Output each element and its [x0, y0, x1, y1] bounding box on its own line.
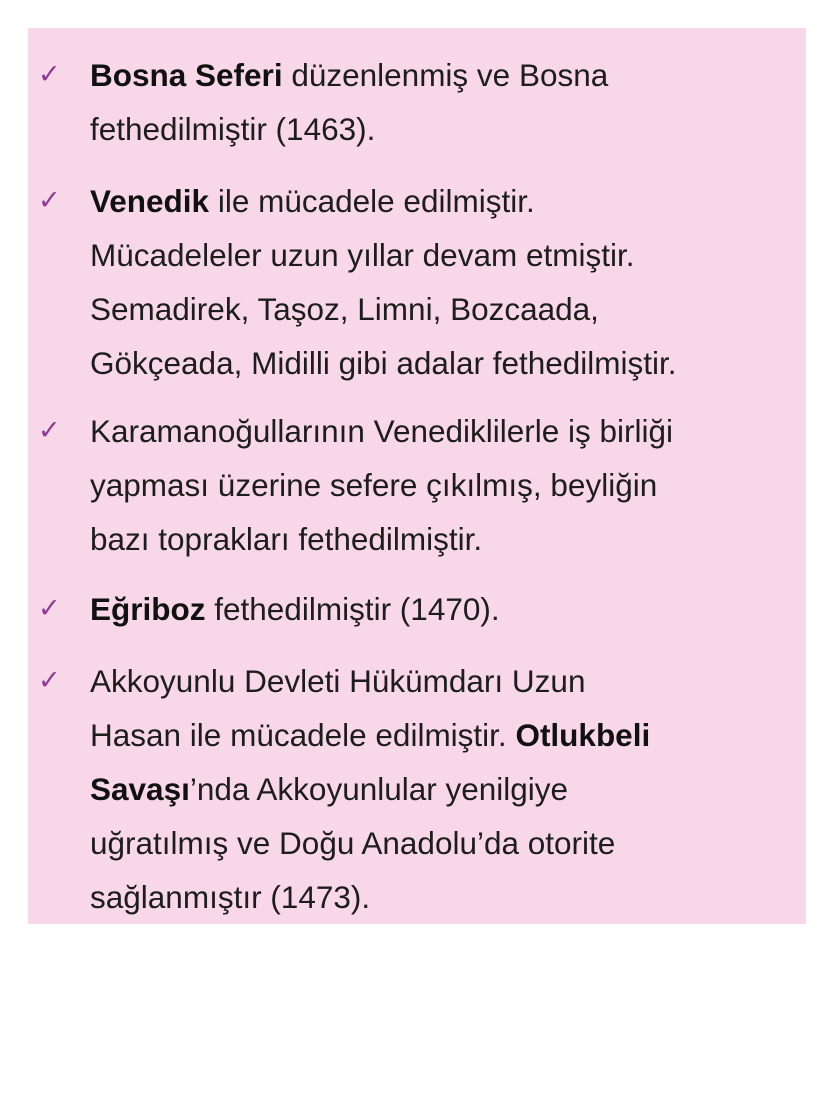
- bold-term: Venedik: [90, 183, 210, 219]
- list-item-text: Eğriboz fethedilmiştir (1470).: [90, 591, 500, 627]
- check-icon: ✓: [38, 185, 61, 216]
- list-item-text: Bosna Seferi düzenlenmiş ve Bosna fethedilmiştir (1463).: [90, 57, 609, 147]
- check-icon: ✓: [38, 59, 61, 90]
- content-panel: [28, 28, 806, 924]
- check-icon: ✓: [38, 593, 61, 624]
- list-item-text: Venedik ile mücadele edilmiştir. Mücadeleler uzun yıllar devam etmiştir. Semadirek, Taşoz, Limni, Bozcaada, Gökçeada, Midilli gibi adalar fethedilmiştir.: [90, 183, 677, 381]
- check-icon: ✓: [38, 415, 61, 446]
- check-icon: ✓: [38, 665, 61, 696]
- list-item-text: Karamanoğullarının Venediklilerle iş birliği yapması üzerine sefere çıkılmış, beyliğin bazı toprakları fethedilmiştir.: [90, 413, 674, 557]
- bold-term: Otlukbeli: [515, 717, 651, 753]
- list-item-text: Akkoyunlu Devleti Hükümdarı Uzun Hasan ile mücadele edilmiştir. Otlukbeli Savaşı’nda Akkoyunlular yenilgiye uğratılmış ve Doğu Anadolu’da otorite sağlanmıştır (1473).: [90, 663, 651, 915]
- bold-term: Bosna Seferi: [90, 57, 283, 93]
- bold-term: Savaşı: [90, 771, 190, 807]
- bold-term: Eğriboz: [90, 591, 206, 627]
